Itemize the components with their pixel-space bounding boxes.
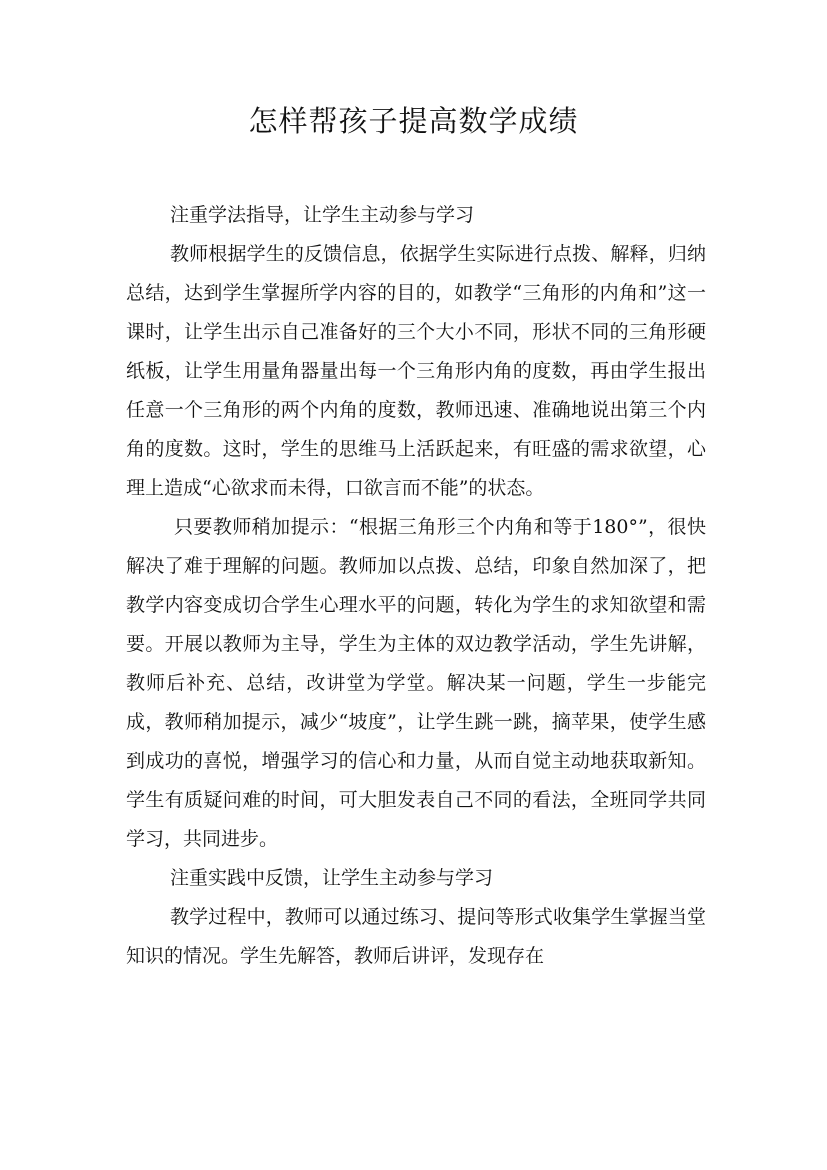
body-paragraph-2: 只要教师稍加提示：“根据三角形三个内角和等于180°”，很快解决了难于理解的问题。教师加以点拨、总结，印象自然加深了，把教学内容变成切合学生心理水平的问题，转化为学生的求知欲望和需要。开展以教师为主导，学生为主体的双边教学活动，学生先讲解，教师后补充、总结，改讲堂为学堂。解决某一问题，学生一步能完成，教师稍加提示，减少“坡度”，让学生跳一跳，摘苹果，使学生感到成功的喜悦，增强学习的信心和力量，从而自觉主动地获取新知。学生有质疑问难的时间，可大胆发表自己不同的看法，全班同学共同学习，共同进步。 — [126, 516, 706, 850]
document-body — [126, 196, 706, 976]
document-title: 怎样帮孩子提高数学成绩 — [248, 104, 579, 138]
section-heading-1: 注重学法指导，让学生主动参与学习 — [170, 204, 475, 226]
section-heading-2: 注重实践中反馈，让学生主动参与学习 — [170, 867, 494, 889]
body-paragraph-1: 教师根据学生的反馈信息，依据学生实际进行点拨、解释，归纳总结，达到学生掌握所学内容的目的，如教学“三角形的内角和”这一课时，让学生出示自己准备好的三个大小不同，形状不同的三角形硬纸板，让学生用量角器量出每一个三角形内角的度数，再由学生报出任意一个三角形的两个内角的度数，教师迅速、准确地说出第三个内角的度数。这时，学生的思维马上活跃起来，有旺盛的需求欲望，心理上造成“心欲求而未得，口欲言而不能”的状态。 — [126, 243, 706, 499]
body-paragraph-3: 教学过程中，教师可以通过练习、提问等形式收集学生掌握当堂知识的情况。学生先解答，教师后讲评，发现存在 — [126, 906, 706, 967]
